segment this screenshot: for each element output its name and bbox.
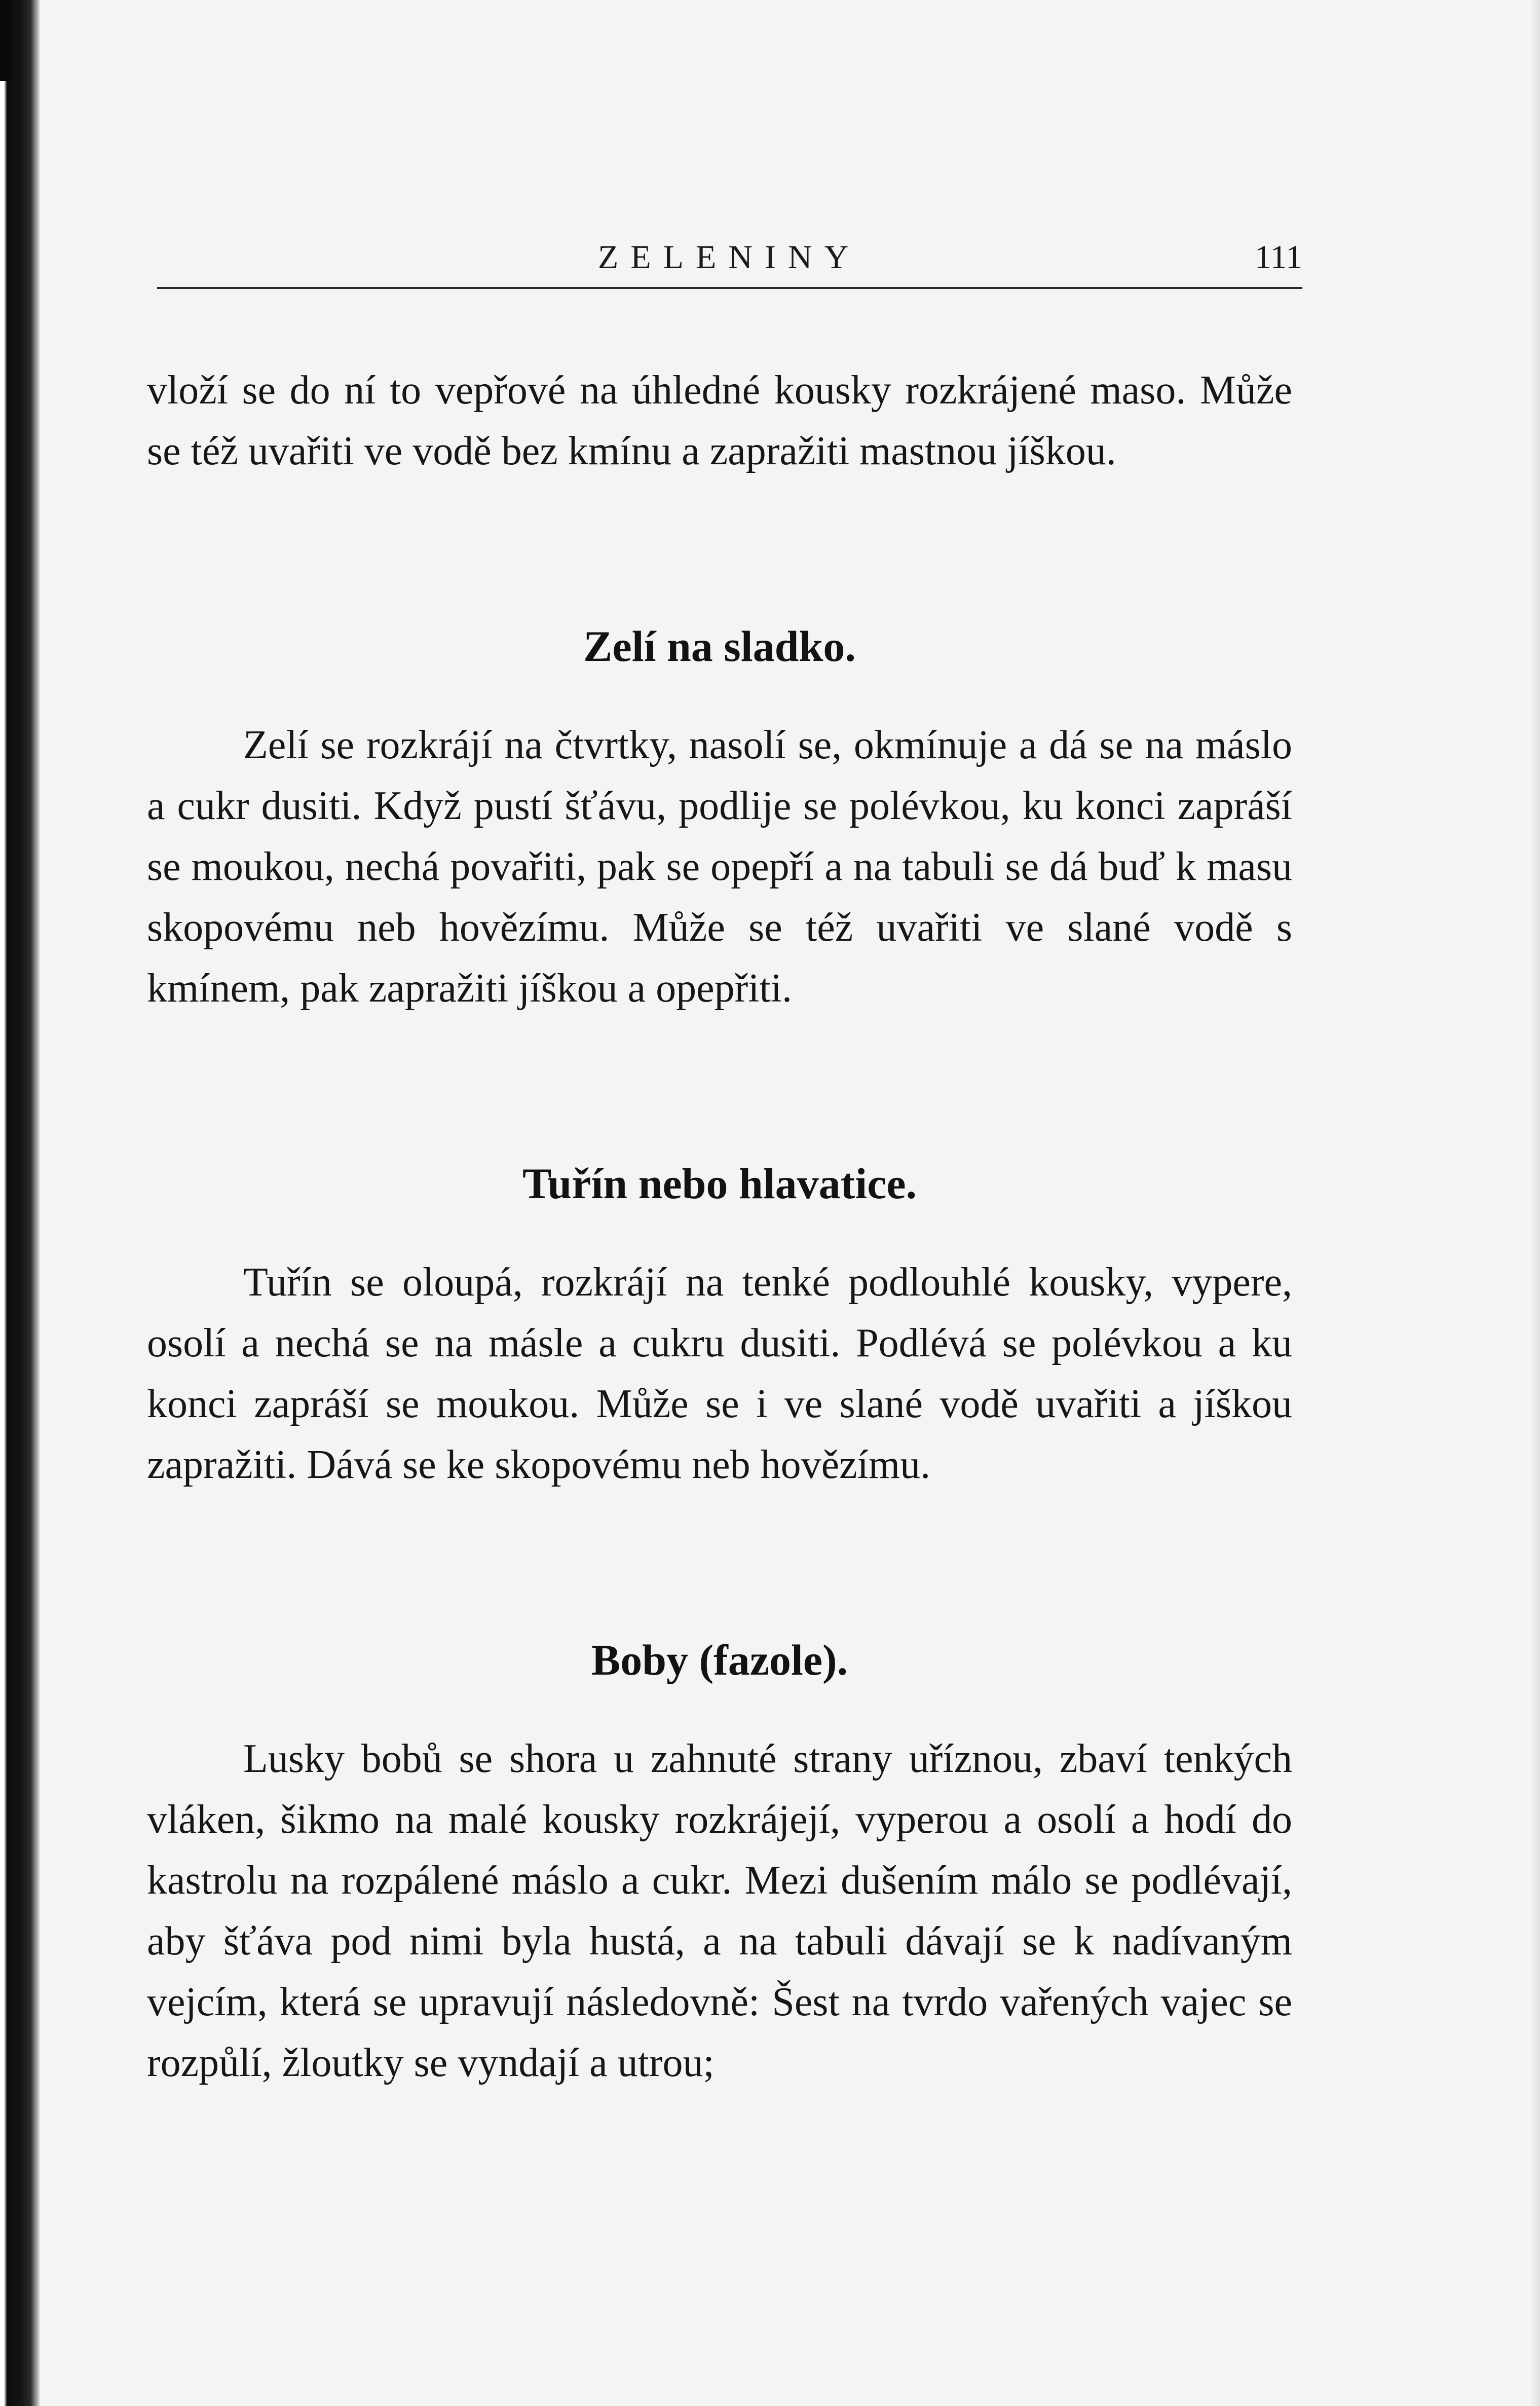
page-number: 111: [1254, 239, 1302, 276]
section-text: Lusky bobů se shora u zahnuté strany uříznou, zbaví tenkých vláken, šikmo na malé kousky rozkrájejí, vyperou a osolí a hodí do kastrolu na rozpálené máslo a cukr. Mezi dušením málo se podlévají, aby šťáva pod nimi byla hustá, a na tabuli dávají se k nadívaným vejcím, která se upravují následovně: Šest na tvrdo vařených vajec se rozpůlí, žloutky se vyndají a utrou;: [147, 1736, 1292, 2085]
section-text: Tuřín se oloupá, rozkrájí na tenké podlouhlé kousky, vypere, osolí a nechá se na másle a cukru dusiti. Podlévá se polévkou a ku konci zapráší se moukou. Může se i ve slané vodě uvařiti a jíškou zapražiti. Dává se ke skopovému neb hovězímu.: [147, 1260, 1292, 1487]
continuation-text: vloží se do ní to vepřové na úhledné kousky rozkrájené maso. Může se též uvařiti ve vodě bez kmínu a zapražiti mastnou jíškou.: [147, 368, 1292, 473]
section-heading-boby: Boby (fazole).: [591, 1636, 848, 1684]
section-paragraph-zeli: [147, 715, 1292, 1019]
section-heading-turin: Tuřín nebo hlavatice.: [522, 1159, 917, 1208]
running-head: [157, 238, 1302, 294]
section-paragraph-turin: [147, 1252, 1292, 1495]
section-paragraph-boby: [147, 1728, 1292, 2093]
section-text: Zelí se rozkrájí na čtvrtky, nasolí se, okmínuje a dá se na máslo a cukr dusiti. Když pustí šťávu, podlije se polévkou, ku konci zapráší se moukou, nechá povařiti, pak se opepří a na tabuli se dá buď k masu skopovému neb hovězímu. Může se též uvařiti ve slané vodě s kmínem, pak zapražiti jíškou a opepřiti.: [147, 723, 1292, 1011]
continuation-paragraph: [147, 360, 1292, 482]
page-binding-edge: [0, 0, 40, 2406]
running-title: ZELENINY: [598, 239, 861, 276]
header-rule: [157, 287, 1302, 289]
section-heading-zeli: Zelí na sladko.: [583, 622, 856, 671]
page-edge-shade: [1530, 0, 1540, 2406]
binding-mark: [0, 0, 11, 81]
